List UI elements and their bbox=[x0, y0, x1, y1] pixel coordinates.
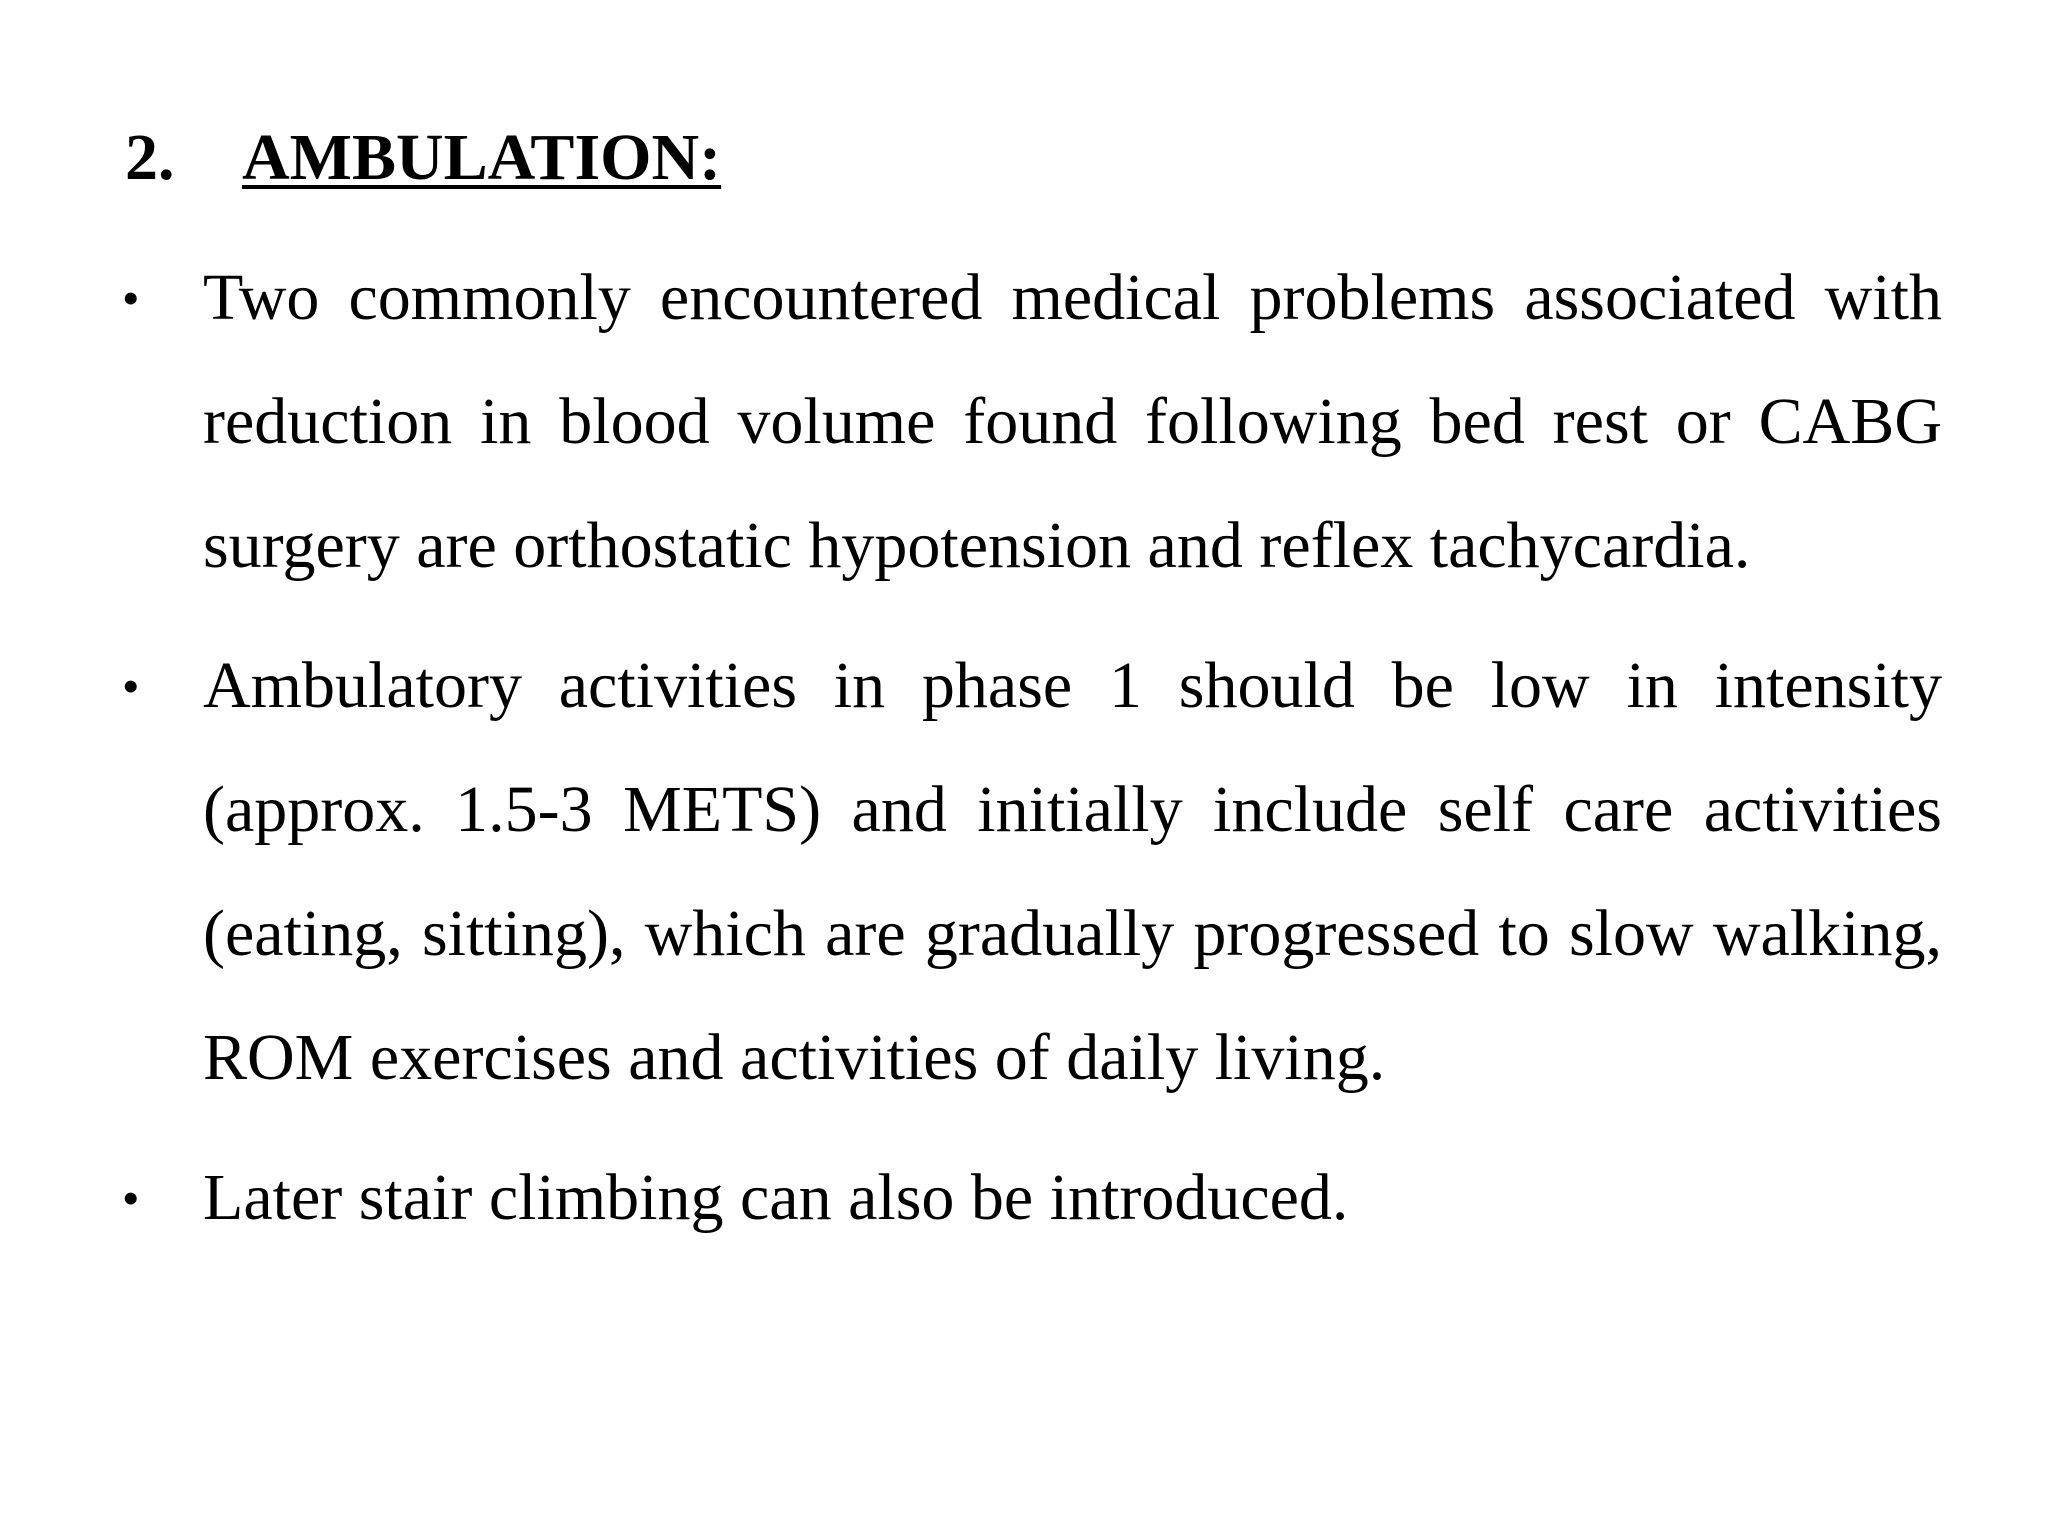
section-heading bbox=[125, 118, 721, 198]
section-number: 2. bbox=[125, 121, 175, 194]
bullet-item bbox=[122, 624, 1942, 1120]
bullet-marker: • bbox=[122, 1170, 140, 1226]
bullet-marker: • bbox=[122, 658, 140, 714]
bullet-text: Ambulatory activities in phase 1 should be low in intensity (approx. 1.5-3 METS) and initially include self care activities (eating, sitting), which are gradually progressed to slow walking, ROM exercises and activities of daily living. bbox=[203, 649, 1942, 1094]
bullet-text: Later stair climbing can also be introduced. bbox=[203, 1161, 1349, 1234]
bullet-marker: • bbox=[122, 270, 140, 326]
section-title: AMBULATION: bbox=[242, 121, 722, 194]
bullet-list bbox=[122, 236, 1942, 1276]
bullet-text: Two commonly encountered medical problems associated with reduction in blood volume found following bed rest or CABG surgery are orthostatic hypotension and reflex tachycardia. bbox=[203, 261, 1942, 582]
bullet-item bbox=[122, 236, 1942, 608]
bullet-item bbox=[122, 1136, 1942, 1260]
